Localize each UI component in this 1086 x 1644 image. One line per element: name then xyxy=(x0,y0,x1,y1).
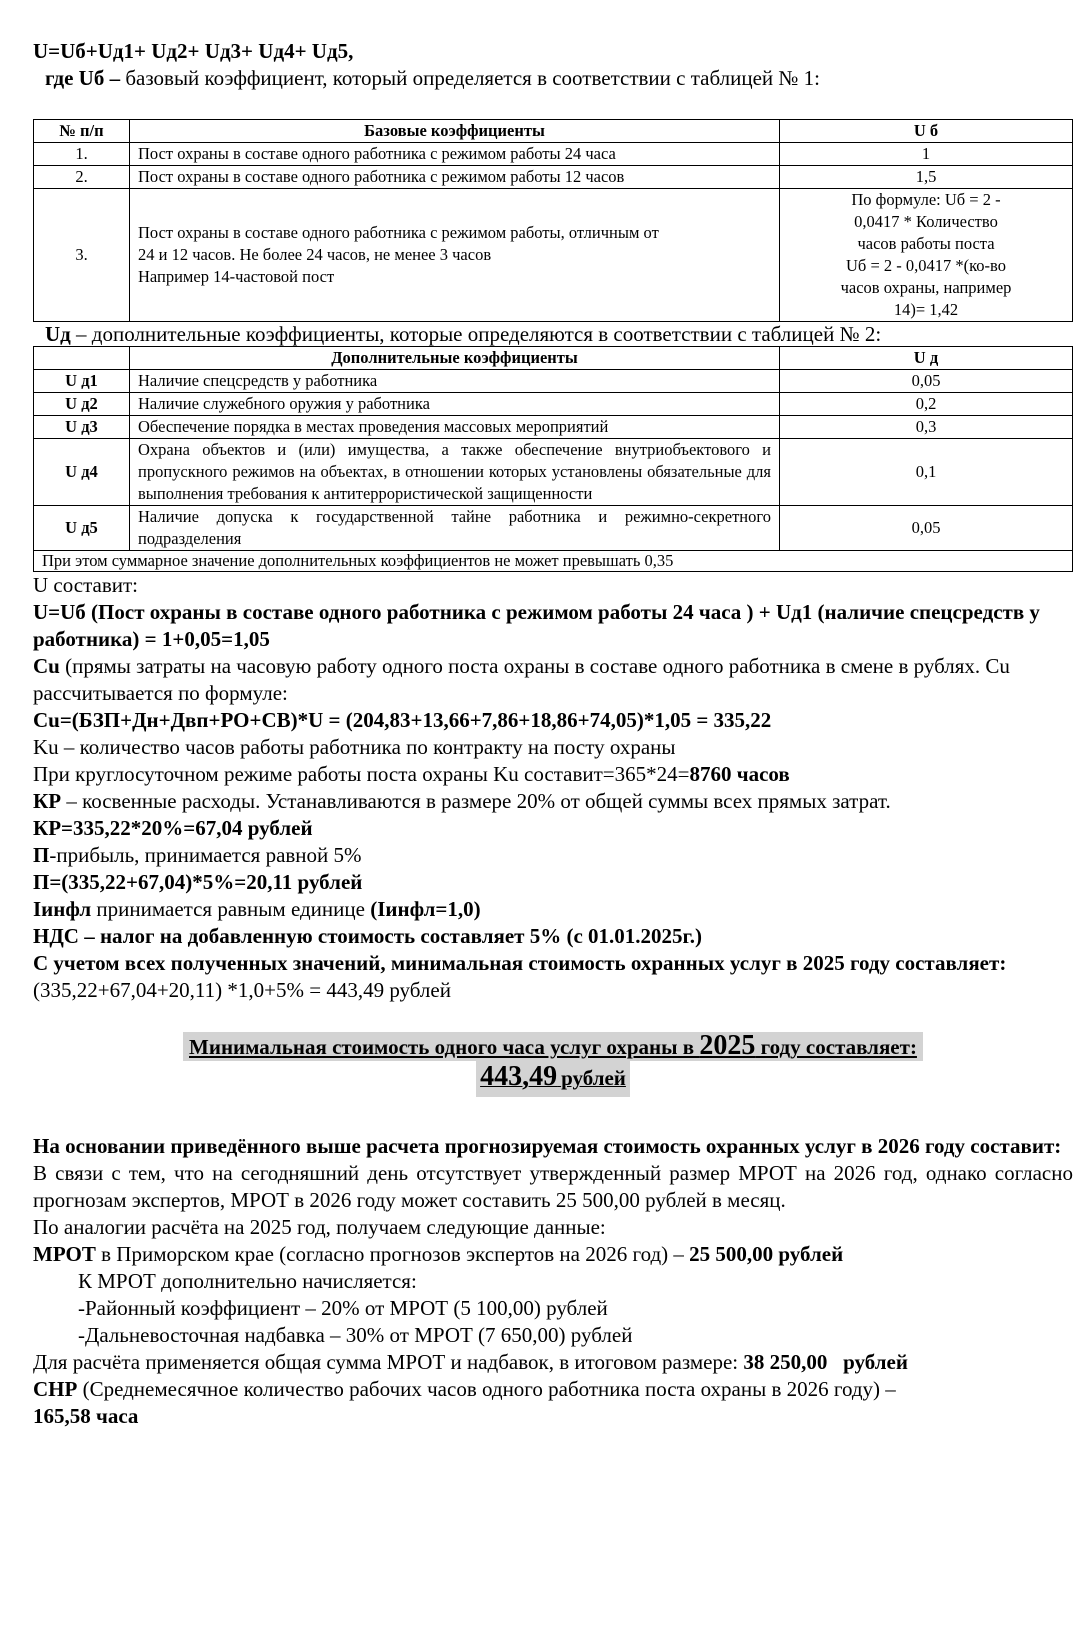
ku-round: При круглосуточном режиме работы поста охраны Ku составит=365*24=8760 часов xyxy=(33,762,790,786)
ud-intro: Uд – дополнительные коэффициенты, которые определяются в соответствии с таблицей № 2: xyxy=(45,322,882,346)
base-coefficients-table xyxy=(33,119,1073,322)
sum-line: Для расчёта применяется общая сумма МРОТ и надбавок, в итоговом размере: 38 250,00 рублей xyxy=(33,1350,908,1374)
highlight-line1: Минимальная стоимость одного часа услуг охраны в 2025 году составляет: xyxy=(183,1032,923,1061)
col-header-num: № п/п xyxy=(34,120,130,143)
total-line: С учетом всех полученных значений, минимальная стоимость охранных услуг в 2025 году составляет: (335,22+67,04+20,11) *1,0+5% = 443,49 рублей xyxy=(33,951,1007,1002)
mrot-line: МРОТ в Приморском крае (согласно прогнозов экспертов на 2026 год) – 25 500,00 рублей xyxy=(33,1242,844,1266)
p-definition: П-прибыль, принимается равной 5% xyxy=(33,843,362,867)
forecast-heading: На основании приведённого выше расчета прогнозируемая стоимость охранных услуг в 2026 году составит: xyxy=(33,1134,1062,1158)
col-header-desc: Базовые коэффициенты xyxy=(130,120,780,143)
table-row: U д4 Охрана объектов и (или) имущества, а также обеспечение внутриобъектового и пропускного режимов на объектах, в отношении которых установлены обязательные для выполнения требования к антитеррористической защищенности 0,1 xyxy=(34,439,1073,506)
table-note: При этом суммарное значение дополнительных коэффициентов не может превышать 0,35 xyxy=(33,551,1073,572)
table-row: 3. Пост охраны в составе одного работника с режимом работы, отличным от 24 и 12 часов. Не более 24 часов, не менее 3 часов Например 14-частовой пост По формуле: Uб = 2 - 0,0417 * Количество часов работы поста Uб = 2 - 0,0417 *(ко-во часов охраны, например 14)= 1,42 xyxy=(34,189,1073,322)
calculation-section: U составит: U=Uб (Пост охраны в составе одного работника с режимом работы 24 часа ) + Uд1 (наличие спецсредств у работника) = 1+0,05=1,05 Cu (прямы затраты на часовую работу одного поста охраны в составе одного работника в смене в рублях. Cu рассчитывается по формуле: Cu=(БЗП+Дн+Двп+РО+СВ)*U = (204,83+13,66+7,86+18,86+74,05)*1,05 = 335,22 Ku – количество часов работы работника по контракту на посту охраны При круглосуточном режиме работы поста охраны Ku составит=365*24=8760 часов КР – косвенные расходы. Устанавливаются в размере 20% от общей суммы всех прямых затрат. КР=335,22*20%=67,04 рублей П-прибыль, принимается равной 5% П=(335,22+67,04)*5%=20,11 рублей Iинфл принимается равным единице (Iинфл=1,0) НДС – налог на добавленную стоимость составляет 5% (с 01.01.2025г.) С учетом всех полученных значений, минимальная стоимость охранных услуг в 2025 году составляет: (335,22+67,04+20,11) *1,0+5% = 443,49 рублей xyxy=(33,572,1073,1004)
table-row: 1. Пост охраны в составе одного работника с режимом работы 24 часа 1 xyxy=(34,143,1073,166)
cu-definition: Cu (прямы затраты на часовую работу одного поста охраны в составе одного работника в смене в рублях. Cu рассчитывается по формуле: xyxy=(33,654,1010,705)
table-row: U д2 Наличие служебного оружия у работника 0,2 xyxy=(34,393,1073,416)
table-row: 2. Пост охраны в составе одного работника с режимом работы 12 часов 1,5 xyxy=(34,166,1073,189)
highlight-box xyxy=(33,1032,1073,1097)
table-row: U д3 Обеспечение порядка в местах проведения массовых мероприятий 0,3 xyxy=(34,416,1073,439)
table-row: U д1 Наличие спецсредств у работника 0,05 xyxy=(34,370,1073,393)
chr-line: СНР (Среднемесячное количество рабочих часов одного работника поста охраны в 2026 году) – xyxy=(33,1377,896,1401)
row3-desc: Пост охраны в составе одного работника с режимом работы, отличным от 24 и 12 часов. Не более 24 часов, не менее 3 часов Например 14-частовой пост xyxy=(130,189,780,322)
additional-coefficients-table xyxy=(33,346,1073,551)
cu-formula: Cu=(БЗП+Дн+Двп+РО+СВ)*U = (204,83+13,66+7,86+18,86+74,05)*1,05 = 335,22 xyxy=(33,708,772,732)
row3-formula: По формуле: Uб = 2 - 0,0417 * Количество часов работы поста Uб = 2 - 0,0417 *(ко-во часов охраны, например 14)= 1,42 xyxy=(780,189,1073,322)
forecast-section: На основании приведённого выше расчета прогнозируемая стоимость охранных услуг в 2026 году составит: В связи с тем, что на сегодняшний день отсутствует утвержденный размер МРОТ на 2026 год, однако согласно прогнозам экспертов, МРОТ в 2026 году может составить 25 500,00 рублей в месяц. По аналогии расчёта на 2025 год, получаем следующие данные: МРОТ в Приморском крае (согласно прогнозов экспертов на 2026 год) – 25 500,00 рублей К МРОТ дополнительно начисляется: -Районный коэффициент – 20% от МРОТ (5 100,00) рублей -Дальневосточная надбавка – 30% от МРОТ (7 650,00) рублей Для расчёта применяется общая сумма МРОТ и надбавок, в итоговом размере: 38 250,00 рублей СНР (Среднемесячное количество рабочих часов одного работника поста охраны в 2026 году) – 165,58 часа xyxy=(33,1134,1073,1428)
kr-definition: КР – косвенные расходы. Устанавливаются в размере 20% от общей суммы всех прямых затрат. xyxy=(33,789,891,813)
u-formula: U=Uб (Пост охраны в составе одного работника с режимом работы 24 часа ) + Uд1 (наличие спецсредств у работника) = 1+0,05=1,05 xyxy=(33,600,1040,651)
main-formula: U=Uб+Uд1+ Uд2+ Uд3+ Uд4+ Uд5, xyxy=(33,39,354,63)
inflation: Iинфл принимается равным единице (Iинфл=1,0) xyxy=(33,897,481,921)
table-header-row xyxy=(34,120,1073,143)
col-header-value: U б xyxy=(780,120,1073,143)
document-page xyxy=(33,38,1073,1430)
table-header-row: Дополнительные коэффициенты U д xyxy=(34,347,1073,370)
highlight-amount: 443,49 рублей xyxy=(476,1061,630,1097)
table-row: U д5 Наличие допуска к государственной тайне работника и режимно-секретного подразделения 0,05 xyxy=(34,506,1073,551)
formula-header xyxy=(33,38,1073,92)
formula-explanation: где Uб – базовый коэффициент, который определяется в соответствии с таблицей № 1: xyxy=(45,66,821,90)
